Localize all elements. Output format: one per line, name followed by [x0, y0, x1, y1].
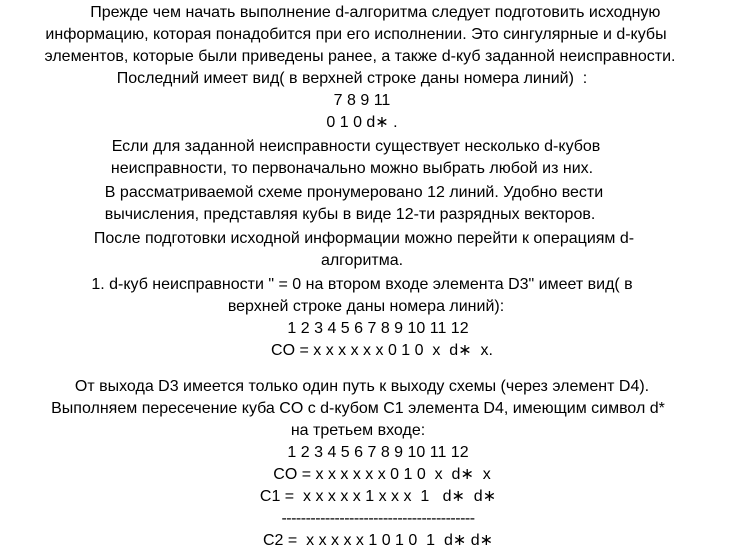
paragraph-next-line-2: алгоритма. [320, 252, 404, 269]
paragraph-path-line-3: на третьем входе: [290, 422, 426, 439]
fault-cube-row: 0 1 0 d∗ . [326, 114, 398, 131]
separator-dashes: ---------------------------------------- [281, 510, 475, 527]
paragraph-intro-line-4: Последний имеет вид( в верхней строке даны номера линий) : [116, 70, 588, 87]
step-1-line-2: верхней строке даны номера линий): [227, 298, 505, 315]
paragraph-scheme-line-2: вычисления, представляя кубы в виде 12-ти разрядных векторов. [104, 206, 596, 223]
step-1-header-row: 1 2 3 4 5 6 7 8 9 10 11 12 [287, 320, 469, 337]
step-1-line-1: 1. d-куб неисправности " = 0 на втором входе элемента D3" имеет вид( в [91, 276, 633, 293]
paragraph-cubes-line-2: неисправности, то первоначально можно выбрать любой из них. [110, 160, 594, 177]
paragraph-intro-line-3: элементов, которые были приведены ранее, а также d-куб заданной неисправности. [44, 48, 676, 65]
paragraph-scheme-line-1: В рассматриваемой схеме пронумеровано 12 линий. Удобно вести [104, 184, 604, 201]
step-2-header-row: 1 2 3 4 5 6 7 8 9 10 11 12 [287, 444, 469, 461]
cube-c2-row: C2 = x x x x x 1 0 1 0 1 d∗ d∗ [262, 532, 494, 549]
line-numbers-row: 7 8 9 11 [333, 92, 391, 109]
paragraph-path-line-2: Выполняем пересечение куба CO с d-кубом C1 элемента D4, имеющим символ d* [51, 400, 665, 417]
paragraph-intro-line-2: информацию, которая понадобится при его исполнении. Это сингулярные и d-кубы [45, 26, 667, 43]
cube-co-row-1: CO = x x x x x x 0 1 0 x d∗ x. [271, 342, 493, 359]
paragraph-path-line-1: От выхода D3 имеется только один путь к выходу схемы (через элемент D4). [74, 378, 650, 395]
paragraph-next-line-1: После подготовки исходной информации можно перейти к операциям d- [93, 230, 635, 247]
cube-co-row-2: CO = x x x x x x 0 1 0 x d∗ x [273, 466, 491, 483]
paragraph-intro-line-1: Прежде чем начать выполнение d-алгоритма следует подготовить исходную [63, 4, 661, 21]
cube-c1-row: C1 = x x x x x 1 x x x 1 d∗ d∗ [259, 488, 497, 505]
paragraph-cubes-line-1: Если для заданной неисправности существует несколько d-кубов [111, 138, 601, 155]
